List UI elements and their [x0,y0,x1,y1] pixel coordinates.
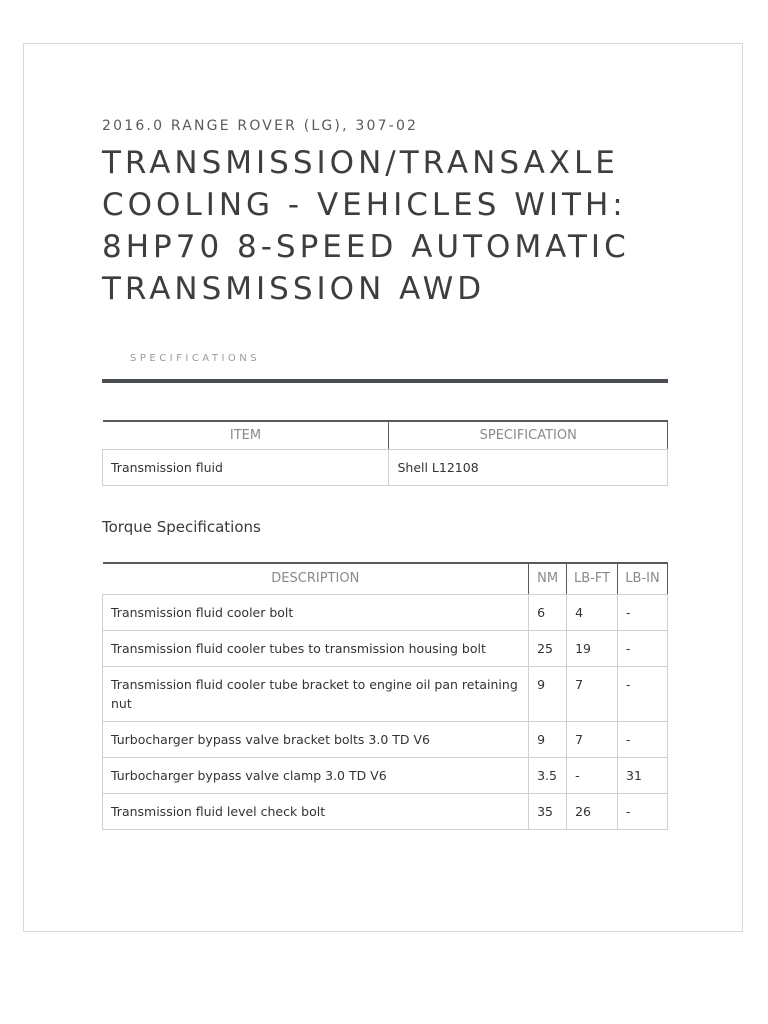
table-cell-nm: 9 [529,722,567,758]
table-cell-description: Turbocharger bypass valve bracket bolts 3.0 TD V6 [103,722,529,758]
column-header-item: ITEM [103,421,389,450]
table-cell-lb-ft: 7 [567,722,618,758]
table-cell-description: Transmission fluid level check bolt [103,794,529,830]
table-cell-item: Transmission fluid [103,450,389,486]
table-cell-lb-in: - [618,631,668,667]
table-row [103,631,668,667]
table-cell-lb-in: - [618,722,668,758]
table-cell-specification: Shell L12108 [389,450,668,486]
table-row [103,595,668,631]
table-cell-lb-ft: 26 [567,794,618,830]
table-cell-lb-ft: 7 [567,667,618,722]
table-cell-lb-ft: 4 [567,595,618,631]
table-cell-lb-in: - [618,667,668,722]
table-cell-nm: 35 [529,794,567,830]
torque-specifications-heading: Torque Specifications [102,518,261,536]
column-header-description: DESCRIPTION [103,563,529,595]
section-divider [102,379,668,383]
column-header-nm: NM [529,563,567,595]
table-cell-lb-in: 31 [618,758,668,794]
page-title: TRANSMISSION/TRANSAXLE COOLING - VEHICLES WITH: 8HP70 8-SPEED AUTOMATIC TRANSMISSION AWD [102,145,630,307]
table-cell-description: Transmission fluid cooler tube bracket to engine oil pan retaining nut [103,667,529,722]
table-row [103,758,668,794]
column-header-specification: SPECIFICATION [389,421,668,450]
column-header-lb-ft: LB-FT [567,563,618,595]
table-row [103,722,668,758]
table-cell-description: Turbocharger bypass valve clamp 3.0 TD V6 [103,758,529,794]
table-row [103,794,668,830]
table-cell-lb-ft: 19 [567,631,618,667]
table-cell-description: Transmission fluid cooler bolt [103,595,529,631]
section-label: SPECIFICATIONS [130,353,261,364]
table-cell-description: Transmission fluid cooler tubes to transmission housing bolt [103,631,529,667]
torque-specifications-table [102,562,668,830]
column-header-lb-in: LB-IN [618,563,668,595]
breadcrumb: 2016.0 RANGE ROVER (LG), 307-02 [102,118,419,134]
table-cell-nm: 25 [529,631,567,667]
table-cell-lb-in: - [618,595,668,631]
table-cell-nm: 3.5 [529,758,567,794]
table-cell-lb-in: - [618,794,668,830]
table-cell-nm: 9 [529,667,567,722]
table-cell-nm: 6 [529,595,567,631]
table-header-row [103,421,668,450]
table-row [103,450,668,486]
table-cell-lb-ft: - [567,758,618,794]
specifications-table [102,420,668,486]
document-page [23,43,743,932]
table-row [103,667,668,722]
table-header-row [103,563,668,595]
